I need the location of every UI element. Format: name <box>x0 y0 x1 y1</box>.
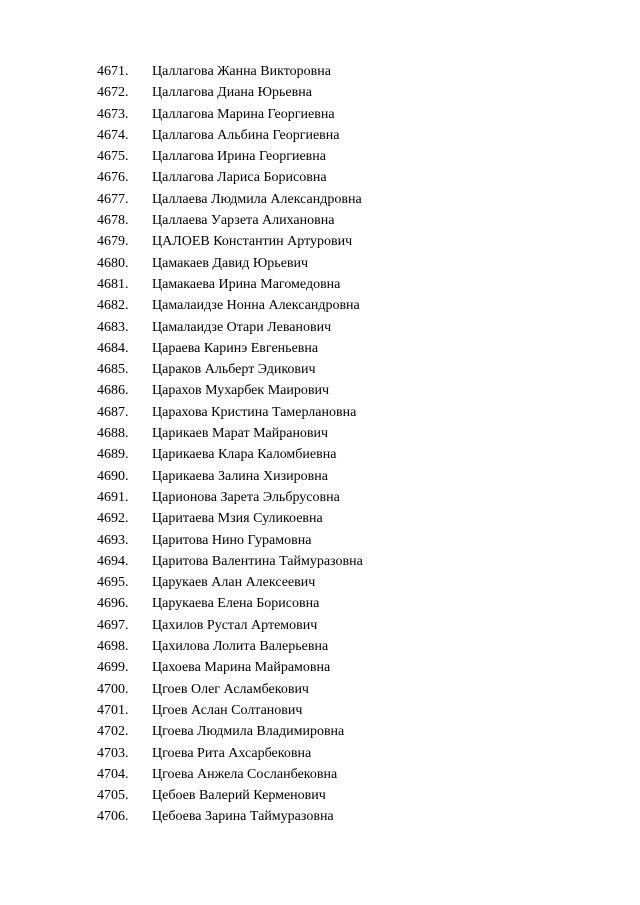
entry-number: 4704. <box>97 766 129 782</box>
entry-name: Цгоева Рита Ахсарбековна <box>152 745 312 761</box>
entry-name: ЦАЛОЕВ Константин Артурович <box>152 234 353 250</box>
entry-number: 4677. <box>97 191 129 207</box>
entry-name: Цаллагова Лариса Борисовна <box>152 170 327 186</box>
list-item <box>97 700 617 721</box>
entry-name: Царикаева Залина Хизировна <box>152 468 328 484</box>
entry-number: 4700. <box>97 681 129 697</box>
entry-number: 4702. <box>97 724 129 740</box>
entry-name: Цгоева Людмила Владимировна <box>152 724 345 740</box>
list-item <box>97 359 617 380</box>
list-item <box>97 743 617 764</box>
entry-number: 4683. <box>97 319 129 335</box>
entry-name: Царукаев Алан Алексеевич <box>152 575 316 591</box>
entry-name: Цамалаидзе Нонна Александровна <box>152 298 360 314</box>
list-item <box>97 508 617 529</box>
list-item <box>97 231 617 252</box>
list-item <box>97 61 617 82</box>
entry-name: Цаллаева Уарзета Алихановна <box>152 213 335 229</box>
entry-name: Царахов Мухарбек Маирович <box>152 383 329 399</box>
list-item <box>97 317 617 338</box>
entry-number: 4672. <box>97 85 129 101</box>
entry-number: 4703. <box>97 745 129 761</box>
entry-number: 4682. <box>97 298 129 314</box>
entry-number: 4691. <box>97 489 129 505</box>
entry-number: 4675. <box>97 149 129 165</box>
list-item <box>97 423 617 444</box>
list-item <box>97 466 617 487</box>
entry-number: 4687. <box>97 404 129 420</box>
entry-number: 4692. <box>97 511 129 527</box>
entry-number: 4705. <box>97 788 129 804</box>
entry-number: 4680. <box>97 255 129 271</box>
entry-number: 4697. <box>97 617 129 633</box>
entry-number: 4689. <box>97 447 129 463</box>
entry-name: Царахова Кристина Тамерлановна <box>152 404 357 420</box>
entry-number: 4673. <box>97 106 129 122</box>
entry-name: Царикаева Клара Каломбиевна <box>152 447 337 463</box>
list-item <box>97 530 617 551</box>
entry-number: 4685. <box>97 362 129 378</box>
list-item <box>97 806 617 827</box>
name-list <box>97 61 617 828</box>
entry-name: Цаллагова Диана Юрьевна <box>152 85 312 101</box>
list-item <box>97 125 617 146</box>
entry-name: Царитова Валентина Таймуразовна <box>152 553 363 569</box>
entry-number: 4694. <box>97 553 129 569</box>
list-item <box>97 295 617 316</box>
entry-name: Цаллагова Альбина Георгиевна <box>152 127 340 143</box>
entry-name: Цебоева Зарина Таймуразовна <box>152 809 334 825</box>
list-item <box>97 167 617 188</box>
list-item <box>97 82 617 103</box>
entry-name: Цебоев Валерий Керменович <box>152 788 326 804</box>
list-item <box>97 146 617 167</box>
entry-name: Цахилов Рустал Артемович <box>152 617 318 633</box>
entry-number: 4701. <box>97 702 129 718</box>
entry-number: 4681. <box>97 276 129 292</box>
entry-number: 4690. <box>97 468 129 484</box>
list-item <box>97 679 617 700</box>
entry-name: Цгоева Анжела Сосланбековна <box>152 766 338 782</box>
list-item <box>97 572 617 593</box>
entry-name: Цаллагова Ирина Георгиевна <box>152 149 326 165</box>
entry-name: Цахилова Лолита Валерьевна <box>152 639 329 655</box>
entry-name: Цамалаидзе Отари Леванович <box>152 319 332 335</box>
entry-number: 4676. <box>97 170 129 186</box>
entry-name: Цаллагова Жанна Викторовна <box>152 64 331 79</box>
entry-name: Цамакаев Давид Юрьевич <box>152 255 309 271</box>
list-item <box>97 210 617 231</box>
entry-number: 4684. <box>97 340 129 356</box>
entry-name: Цараков Альберт Эдикович <box>152 362 316 378</box>
entry-name: Царикаев Марат Майранович <box>152 426 329 442</box>
entry-name: Цгоев Аслан Солтанович <box>152 702 303 718</box>
list-item <box>97 657 617 678</box>
entry-name: Цамакаева Ирина Магомедовна <box>152 276 341 292</box>
entry-number: 4671. <box>97 64 129 79</box>
list-item <box>97 274 617 295</box>
entry-name: Царукаева Елена Борисовна <box>152 596 320 612</box>
entry-name: Цаллаева Людмила Александровна <box>152 191 362 207</box>
list-item <box>97 444 617 465</box>
entry-name: Царионова Зарета Эльбрусовна <box>152 489 340 505</box>
entry-number: 4696. <box>97 596 129 612</box>
entry-number: 4688. <box>97 426 129 442</box>
list-item <box>97 636 617 657</box>
entry-number: 4695. <box>97 575 129 591</box>
entry-number: 4679. <box>97 234 129 250</box>
entry-name: Цараева Каринэ Евгеньевна <box>152 340 319 356</box>
entry-number: 4706. <box>97 809 129 825</box>
entry-number: 4686. <box>97 383 129 399</box>
entry-number: 4698. <box>97 639 129 655</box>
entry-number: 4678. <box>97 213 129 229</box>
list-item <box>97 402 617 423</box>
entry-number: 4699. <box>97 660 129 676</box>
list-item <box>97 104 617 125</box>
entry-name: Царитаева Мзия Суликоевна <box>152 511 323 527</box>
list-item <box>97 785 617 806</box>
entry-name: Цахоева Марина Майрамовна <box>152 660 331 676</box>
list-item <box>97 764 617 785</box>
entry-name: Цгоев Олег Асламбекович <box>152 681 309 697</box>
entry-name: Царитова Нино Гурамовна <box>152 532 312 548</box>
list-item <box>97 551 617 572</box>
entry-name: Цаллагова Марина Георгиевна <box>152 106 335 122</box>
list-item <box>97 487 617 508</box>
list-item <box>97 615 617 636</box>
list-item <box>97 189 617 210</box>
list-item <box>97 253 617 274</box>
list-item <box>97 721 617 742</box>
list-item <box>97 593 617 614</box>
entry-number: 4674. <box>97 127 129 143</box>
list-item <box>97 338 617 359</box>
entry-number: 4693. <box>97 532 129 548</box>
list-item <box>97 380 617 401</box>
